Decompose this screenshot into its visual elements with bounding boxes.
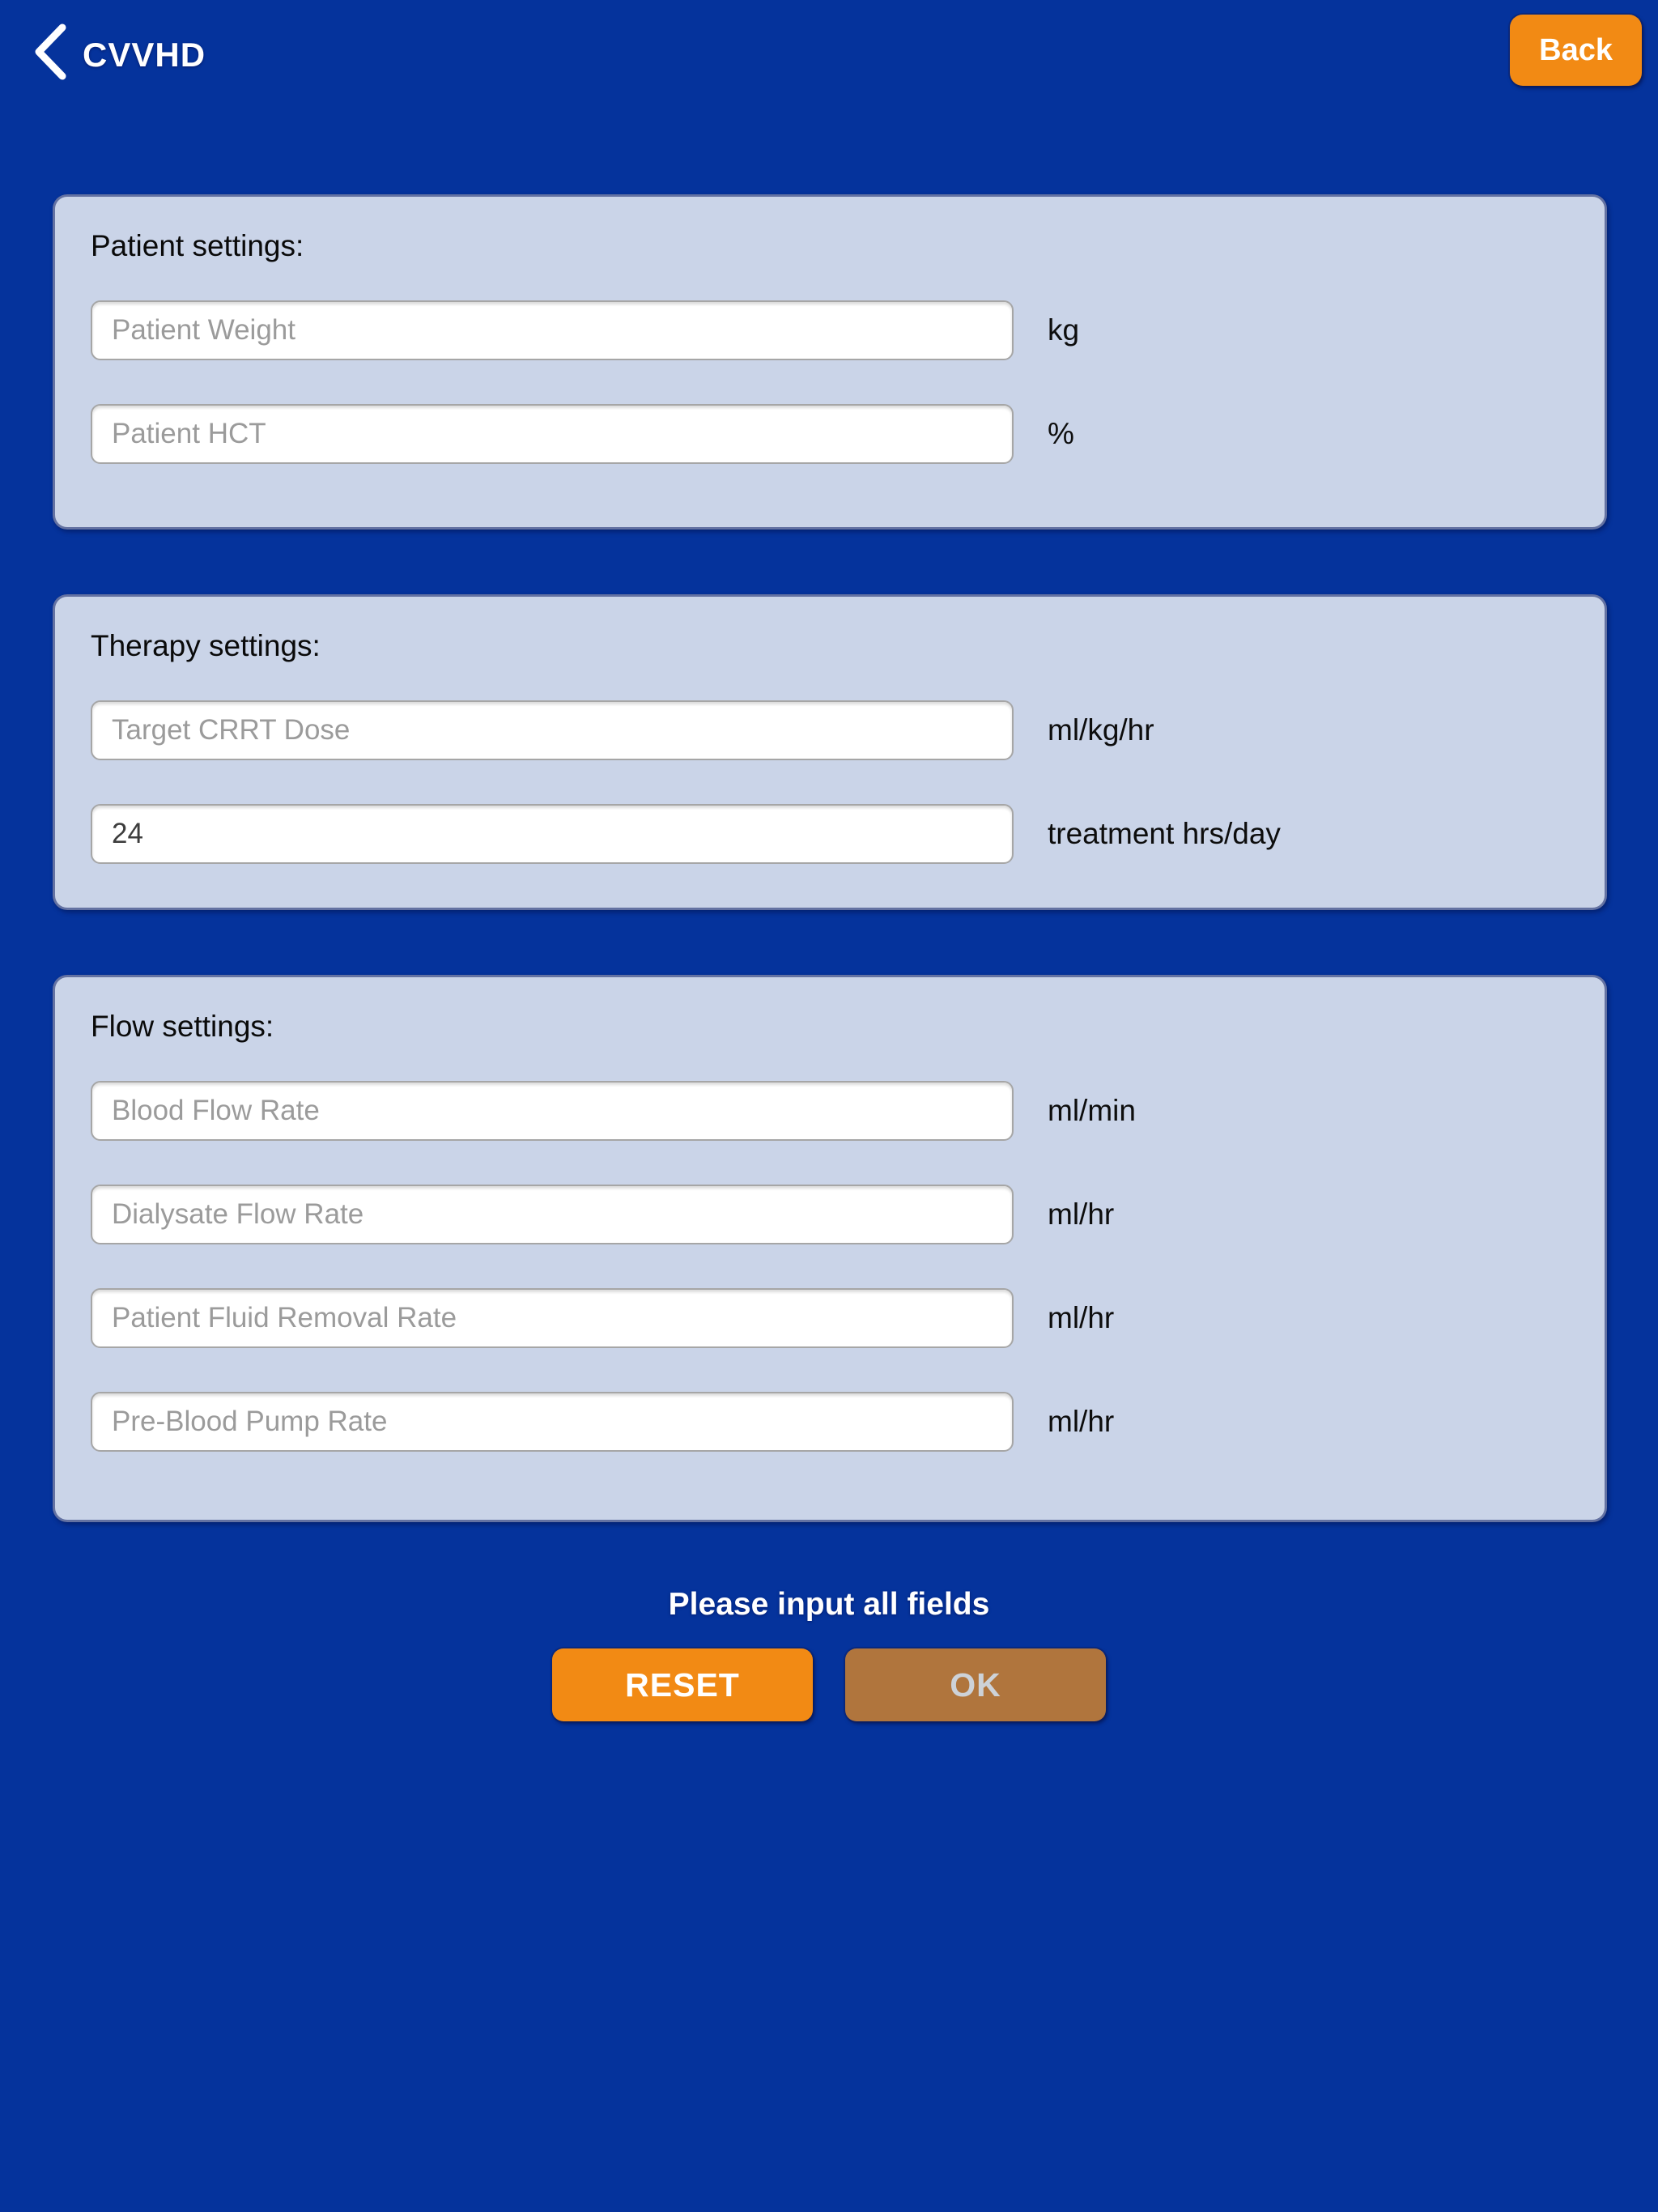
blood-flow-rate-unit: ml/min (1048, 1094, 1136, 1127)
dialysate-flow-rate-row (91, 1185, 1566, 1244)
patient-weight-input[interactable] (91, 300, 1014, 360)
patient-fluid-removal-rate-row (91, 1288, 1566, 1348)
form-panels (0, 110, 1658, 1522)
pre-blood-pump-rate-input[interactable] (91, 1392, 1014, 1452)
target-crrt-dose-row (91, 700, 1566, 760)
ok-button[interactable]: OK (845, 1648, 1106, 1721)
patient-hct-row (91, 404, 1566, 464)
chevron-left-icon[interactable] (32, 23, 68, 81)
flow-settings-title: Flow settings: (91, 1010, 274, 1043)
header (0, 0, 1658, 110)
treatment-hours-unit: treatment hrs/day (1048, 817, 1281, 850)
dialysate-flow-rate-unit: ml/hr (1048, 1197, 1115, 1231)
footer-buttons (0, 1648, 1658, 1721)
reset-button[interactable]: RESET (552, 1648, 813, 1721)
target-crrt-dose-unit: ml/kg/hr (1048, 713, 1154, 747)
blood-flow-rate-input[interactable] (91, 1081, 1014, 1141)
patient-hct-unit: % (1048, 417, 1074, 450)
treatment-hours-row (91, 804, 1566, 864)
validation-message: Please input all fields (668, 1587, 990, 1622)
target-crrt-dose-input[interactable] (91, 700, 1014, 760)
patient-settings-panel (53, 194, 1607, 530)
therapy-settings-title: Therapy settings: (91, 629, 321, 662)
flow-settings-panel (53, 975, 1607, 1522)
page-title: CVVHD (83, 36, 206, 74)
patient-settings-title: Patient settings: (91, 229, 304, 262)
treatment-hours-input[interactable] (91, 804, 1014, 864)
pre-blood-pump-rate-row (91, 1392, 1566, 1452)
pre-blood-pump-rate-unit: ml/hr (1048, 1405, 1115, 1438)
dialysate-flow-rate-input[interactable] (91, 1185, 1014, 1244)
patient-weight-row (91, 300, 1566, 360)
blood-flow-rate-row (91, 1081, 1566, 1141)
therapy-settings-panel (53, 594, 1607, 910)
footer (0, 1587, 1658, 1721)
patient-weight-unit: kg (1048, 313, 1080, 347)
patient-fluid-removal-rate-input[interactable] (91, 1288, 1014, 1348)
patient-fluid-removal-rate-unit: ml/hr (1048, 1301, 1115, 1334)
patient-hct-input[interactable] (91, 404, 1014, 464)
back-button[interactable]: Back (1510, 15, 1642, 86)
